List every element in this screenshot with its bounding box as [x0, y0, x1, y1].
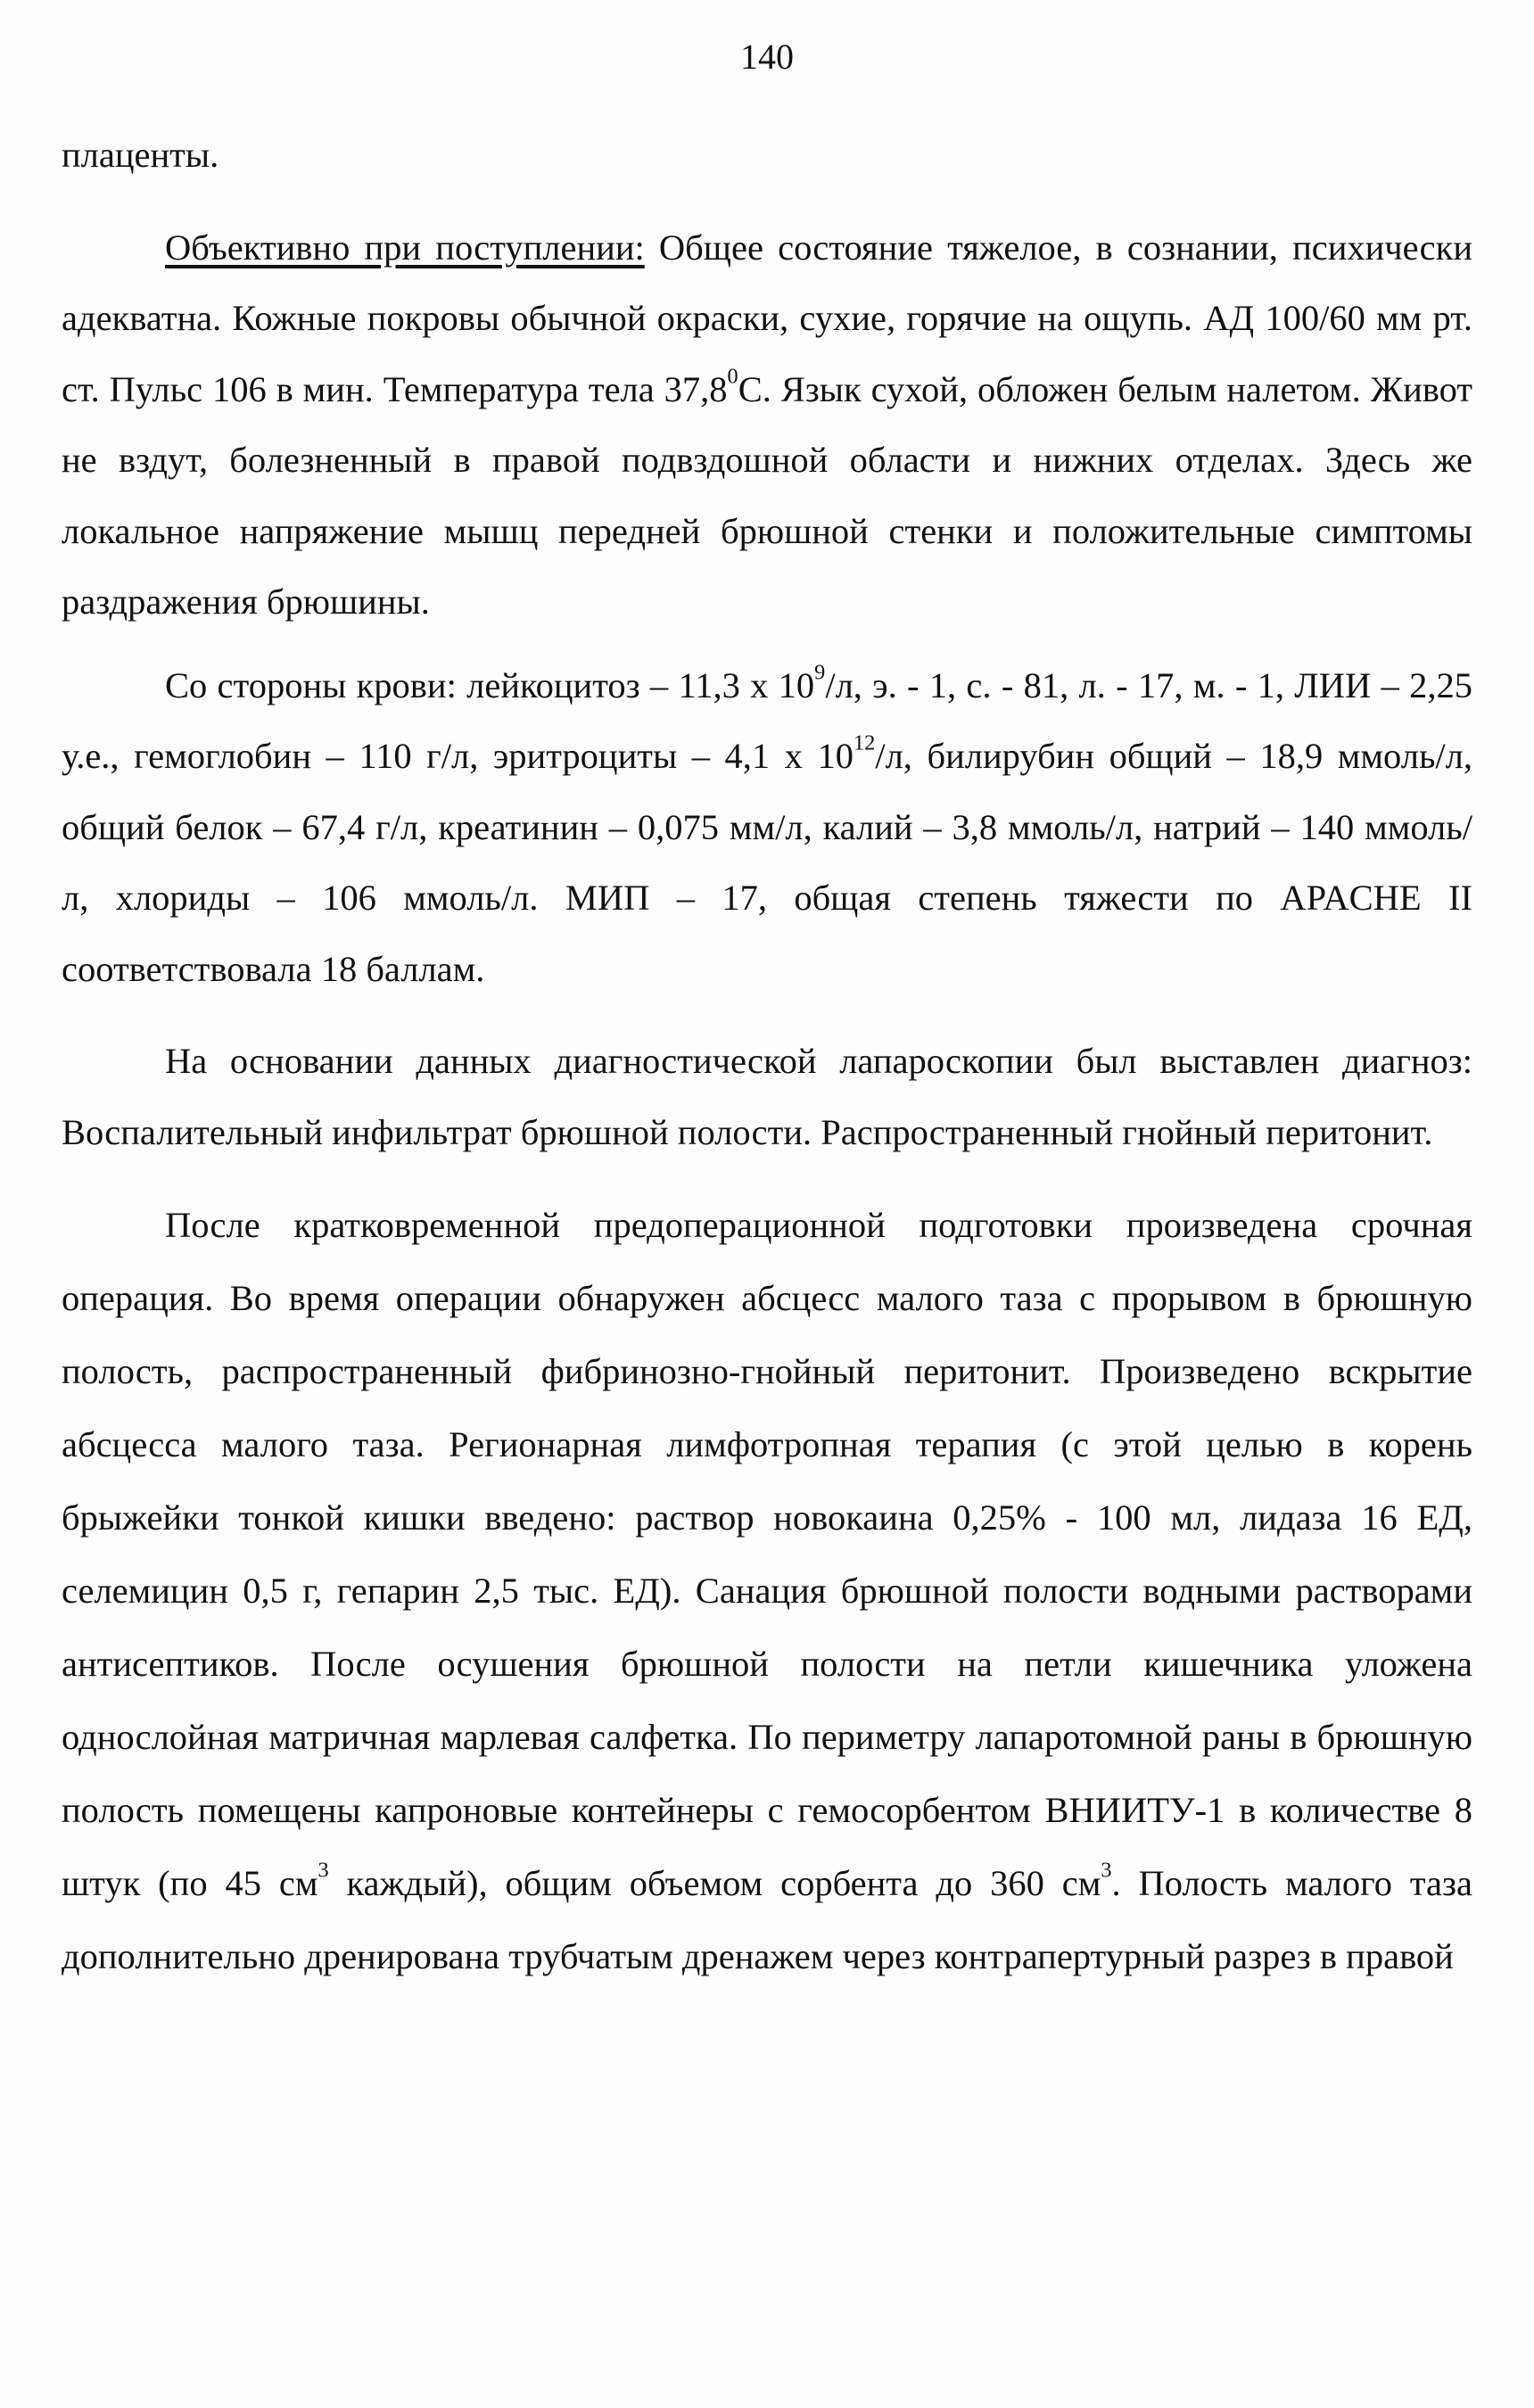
paragraph-text: каждый), общим объемом сорбента до 360 см: [328, 1863, 1101, 1903]
paragraph-text: С. Язык сухой, обложен белым налетом. Живот не вздут, болезненный в правой подвздошной области и нижних отделах. Здесь же локальное напряжение мышц передней брюшной стенки и положительные симптомы раздражения брюшины.: [62, 368, 1473, 622]
paragraph-diagnosis: [62, 1026, 1472, 1167]
superscript: 12: [854, 730, 876, 755]
page-number: 140: [740, 37, 794, 77]
superscript: 9: [814, 659, 826, 684]
paragraph-text: На основании данных диагностической лапароскопии был выставлен диагноз: Воспалительный инфильтрат брюшной полости. Распространенный гнойный перитонит.: [62, 1041, 1472, 1152]
paragraph-blood-tests: [62, 650, 1472, 1005]
paragraph-text: Со стороны крови: лейкоцитоз – 11,3 х 10: [165, 664, 815, 705]
paragraph-text: /л, билирубин общий – 18,9 ммоль/л, общий белок – 67,4 г/л, креатинин – 0,075 мм/л, калий – 3,8 ммоль/л, натрий – 140 ммоль/л, хлориды – 106 ммоль/л. МИП – 17, общая степень тяжести по APACHE II соответствовала 18 баллам.: [62, 736, 1472, 989]
paragraph-objective-status: [62, 212, 1472, 638]
superscript: 0: [727, 363, 738, 388]
paragraph-text: плаценты.: [62, 135, 219, 175]
superscript: 3: [1101, 1858, 1112, 1883]
paragraph-text: Общее состояние тяжелое, в сознании, психически адекватна. Кожные покровы обычной окраски, сухие, горячие на ощупь. АД 100/60 мм рт. ст. Пульс 106 в мин. Температура тела 37,8: [62, 227, 1472, 409]
paragraph-text: После кратковременной предоперационной подготовки произведена срочная операция. Во время операции обнаружен абсцесс малого таза с прорывом в брюшную полость, распространенный фибринозно-гнойный перитонит. Произведено вскрытие абсцесса малого таза. Регионарная лимфотропная терапия (с этой целью в корень брыжейки тонкой кишки введено: раствор новокаина 0,25% - 100 мл, лидаза 16 ЕД, селемицин 0,5 г, гепарин 2,5 тыс. ЕД). Санация брюшной полости водными растворами антисептиков. После осушения брюшной полости на петли кишечника уложена однослойная матричная марлевая салфетка. По периметру лапаротомной раны в брюшную полость помещены капроновые контейнеры с гемосорбентом ВНИИТУ-1 в количестве 8 штук (по 45 см: [62, 1205, 1472, 1903]
paragraph-continuation: [62, 120, 1472, 191]
section-heading-underlined: Объективно при поступлении:: [165, 227, 645, 268]
paragraph-operation: [62, 1189, 1472, 1993]
paragraph-text: /л, э. - 1, с. - 81, л. - 17, м. - 1, ЛИИ – 2,25 у.е., гемоглобин – 110 г/л, эритроциты – 4,1 х 10: [62, 664, 1472, 776]
superscript: 3: [318, 1858, 329, 1883]
paragraph-text: . Полость малого таза дополнительно дренирована трубчатым дренажем через контрапертурный разрез в правой: [62, 1863, 1472, 1976]
page-body: [62, 120, 1472, 1993]
